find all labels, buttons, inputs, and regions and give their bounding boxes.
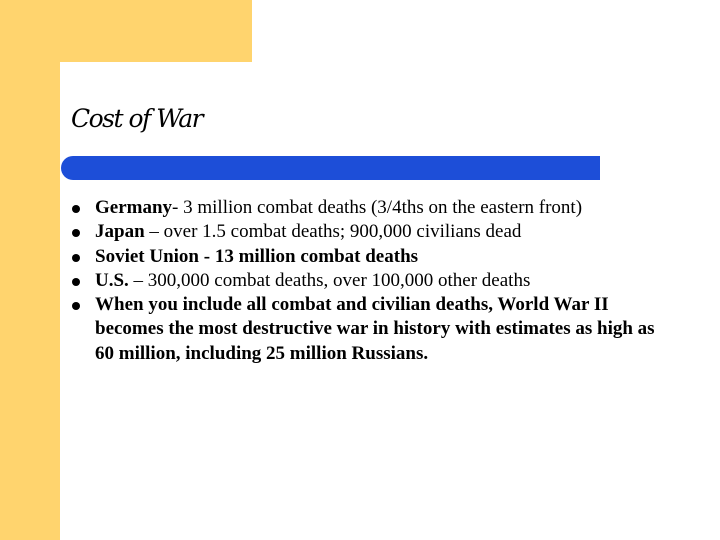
bullet-lead: U.S.: [95, 269, 129, 291]
bullet-text: - 13 million combat deaths: [199, 245, 419, 267]
bullet-dot-icon: [72, 254, 80, 262]
bullet-item-total: [72, 293, 672, 366]
bullet-dot-icon: [72, 302, 80, 310]
bullet-text: - 3 million combat deaths (3/4ths on the eastern front): [172, 197, 583, 218]
decorative-yellow-left-band: [0, 0, 60, 540]
bullet-lead: Japan: [95, 221, 145, 243]
bullet-text: – over 1.5 combat deaths; 900,000 civilians dead: [144, 221, 522, 243]
bullet-item-soviet-union: [72, 245, 672, 269]
bullet-item-japan: [72, 220, 672, 244]
bullet-lead: Soviet Union: [95, 245, 199, 267]
decorative-rounded-corner: [60, 62, 88, 90]
bullet-dot-icon: [72, 229, 80, 237]
bullet-item-us: [72, 269, 672, 293]
bullet-item-germany: [72, 196, 672, 220]
bullet-text: When you include all combat and civilian deaths, World War II becomes the most destructive war in history with estimates as high as 60 million, including 25 million Russians.: [95, 294, 655, 364]
bullet-dot-icon: [72, 205, 80, 213]
slide-title: Cost of War: [71, 104, 203, 133]
bullet-list: [72, 196, 672, 366]
decorative-blue-bar: [61, 156, 600, 180]
bullet-dot-icon: [72, 278, 80, 286]
bullet-text: – 300,000 combat deaths, over 100,000 other deaths: [128, 269, 531, 291]
bullet-lead: Germany: [95, 197, 173, 218]
